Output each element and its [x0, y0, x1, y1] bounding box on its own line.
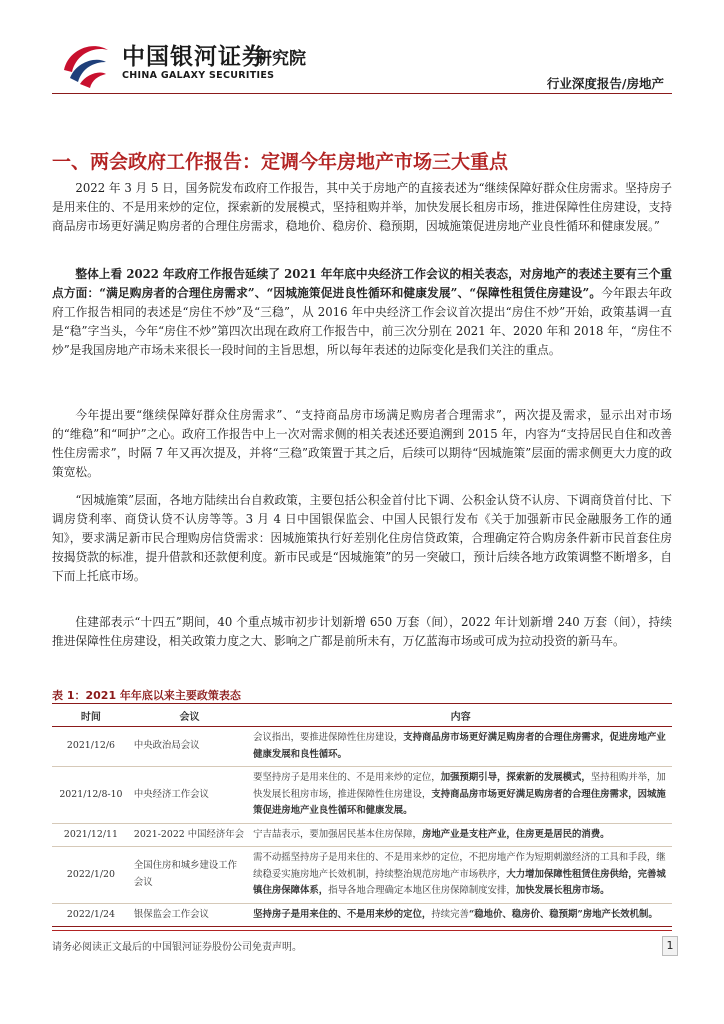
table-caption: 表 1：2021 年年底以来主要政策表态 [52, 689, 241, 702]
cell-time: 2021/12/11 [52, 823, 130, 847]
report-header [0, 0, 724, 100]
cell-time: 2022/1/24 [52, 903, 130, 927]
paragraph-2-rest: 今年跟去年政府工作报告相同的表述是“房住不炒”及“三稳”，从 2016 年中央经济工作会议首次提出“房住不炒”开始，政策基调一直是“稳”字当头，今年“房住不炒”第四次出现在政府工作报告中，前三次分别在 2021 年、2020 年和 2018 年，“房住不炒”是我国房地产市场未来很长一段时间的主旨思想，所以每年表述的边际变化是我们关注的重点。 [52, 286, 672, 357]
cell-meeting: 2021-2022 中国经济年会 [130, 823, 249, 847]
content-bold-2: 加快发展长租房市场。 [515, 885, 610, 896]
cell-meeting: 全国住房和城乡建设工作会议 [130, 847, 249, 904]
content-plain: 宁吉喆表示，要加强居民基本住房保障， [253, 828, 422, 840]
paragraph-4: “因城施策”层面，各地方陆续出台自救政策，主要包括公积金首付比下调、公积金认贷不认房、下调商贷首付比、下调房贷利率、商贷认贷不认房等等。3 月 4 日中国银保监会、中国人民银行发布《关于加强新市民金融服务工作的通知》，要求满足新市民合理购房信贷需求：因城施策执行好差别化住房信贷政策，合理确定符合购房条件新市民首套住房按揭贷款的标准，提升借款和还款便利度。新市民或是“因城施策”的另一突破口，预计后续各地方政策调整不断增多，自下而上托底市场。 [52, 493, 672, 583]
column-header-content: 内容 [249, 704, 672, 727]
section-title: 一、两会政府工作报告：定调今年房地产市场三大重点 [52, 151, 509, 173]
cell-content [249, 903, 672, 927]
cell-content [249, 727, 672, 767]
table-row [52, 767, 672, 824]
research-institute-label: 研究院 [255, 49, 306, 69]
paragraph-2-bold: 整体上看 2022 年政府工作报告延续了 2021 年年底中央经济工作会议的相关表态，对房地产的表述主要有三个重点方面：“满足购房者的合理住房需求”、“因城施策促进良性循环和健康发展”、“保障性租赁住房建设”。 [52, 267, 672, 300]
paragraph-5: 住建部表示“十四五”期间，40 个重点城市初步计划新增 650 万套（间），2022 年计划新增 240 万套（间），持续推进保障性住房建设，相关政策力度之大、影响之广都是前所未有，万亿蓝海市场或可成为拉动投资的新马车。 [52, 615, 672, 648]
cell-content [249, 767, 672, 824]
content-bold: 房地产业是支柱产业，住房更是居民的消费。 [421, 828, 610, 840]
cell-time: 2021/12/8-10 [52, 767, 130, 824]
disclaimer-note: 请务必阅读正文最后的中国银河证券股份公司免责声明。 [52, 942, 302, 953]
content-bold: 坚持房子是用来住的、不是用来炒的定位， [253, 908, 432, 920]
cell-time: 2021/12/6 [52, 727, 130, 767]
table-row [52, 727, 672, 767]
content-bold: 大力增加保障性租赁住房供给，完善城镇住房保障体系， [253, 868, 666, 896]
table-row [52, 847, 672, 904]
cell-meeting: 中央经济工作会议 [130, 767, 249, 824]
content-plain: 要坚持房子是用来住的、不是用来炒的定位， [253, 772, 441, 783]
policy-table [52, 703, 672, 927]
cell-meeting: 银保监会工作会议 [130, 903, 249, 927]
cell-meeting: 中央政治局会议 [130, 727, 249, 767]
content-bold-2: 支持商品房市场更好满足购房者的合理住房需求，因城施策促进房地产业良性循环和健康发展。 [253, 788, 666, 816]
content-bold-2: “稳地价、稳房价、稳预期”房地产长效机制。 [468, 908, 658, 920]
table-row [52, 903, 672, 927]
content-tail: 坚持租购并举，加快发展长租房市场，推进保障性住房建设， [253, 772, 666, 800]
cell-time: 2022/1/20 [52, 847, 130, 904]
paragraph-1: 2022 年 3 月 5 日，国务院发布政府工作报告，其中关于房地产的直接表述为“继续保障好群众住房需求。坚持房子是用来住的、不是用来炒的定位，探索新的发展模式，坚持租购并举，加快发展长租房市场，推进保障性住房建设，支持商品房市场更好满足购房者的合理住房需求，稳地价、稳房价、稳预期，因城施策促进房地产业良性循环和健康发展。” [52, 181, 672, 233]
content-plain: 会议指出，要推进保障性住房建设， [253, 732, 404, 743]
table-header-row [52, 704, 672, 727]
footer-divider [52, 930, 672, 931]
page-number: 1 [662, 936, 678, 956]
paragraph-3: 今年提出要“继续保障好群众住房需求”、“支持商品房市场满足购房者合理需求”，两次提及需求，显示出对市场的“维稳”和“呵护”之心。政府工作报告中上一次对需求侧的相关表述还要追溯到 2015 年，内容为“支持居民自住和改善性住房需求”，时隔 7 年又再次提及，并将“三稳”政策置于其之后，后续可以期待“因城施策”层面的需求侧更大力度的政策宽松。 [52, 408, 672, 479]
company-name-cn: 中国银河证券 [122, 44, 266, 70]
header-divider [52, 93, 672, 94]
content-plain: 需不动摇坚持房子是用来住的、不是用来炒的定位，不把房地产作为短期刺激经济的工具和手段，继续稳妥实施房地产长效机制，持续整治规范房地产市场秩序， [253, 852, 666, 880]
galaxy-logo-icon [58, 36, 112, 90]
table-row [52, 823, 672, 847]
report-type: 行业深度报告/房地产 [546, 76, 664, 91]
content-tail: 指导各地合理确定本地区住房保障制度安排， [328, 885, 516, 896]
company-name-en: CHINA GALAXY SECURITIES [122, 70, 275, 81]
paragraph-2 [52, 265, 672, 360]
content-bold: 加强预期引导，探索新的发展模式， [440, 772, 591, 783]
content-tail: 持续完善 [431, 908, 469, 920]
cell-content [249, 823, 672, 847]
cell-content [249, 847, 672, 904]
column-header-meeting: 会议 [130, 704, 249, 727]
column-header-time: 时间 [52, 704, 130, 727]
content-bold: 支持商品房市场更好满足购房者的合理住房需求，促进房地产业健康发展和良性循环。 [253, 732, 666, 760]
